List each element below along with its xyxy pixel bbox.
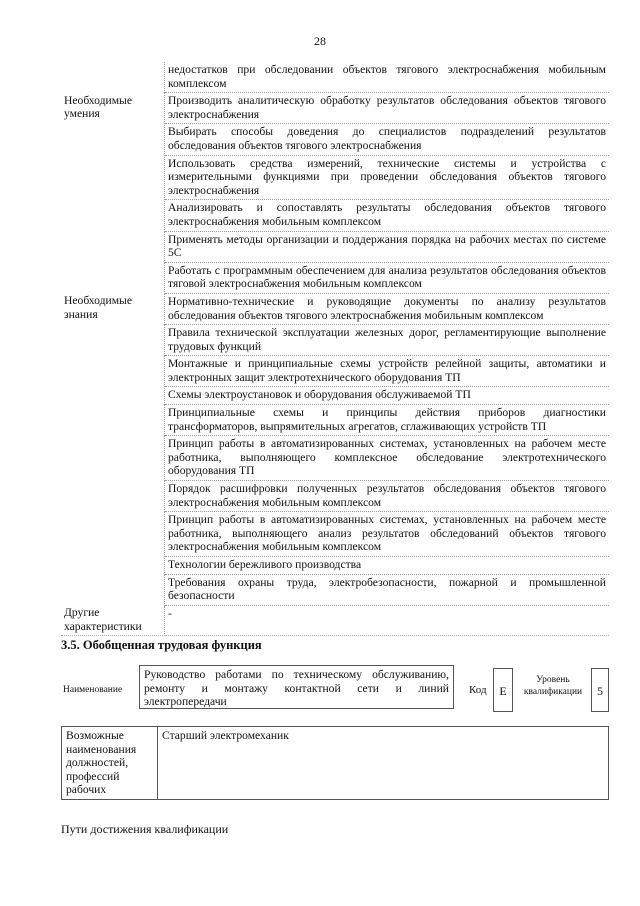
row-value: Выбирать способы доведения до специалистов подразделений результатов обследования объектов тягового электроснабжения <box>165 124 610 155</box>
job-titles-table <box>61 726 609 800</box>
row-value: Производить аналитическую обработку результатов обследования объектов тягового электроснабжения <box>165 93 610 124</box>
row-label: Необходимые знания <box>61 293 165 605</box>
row-value: - <box>165 605 610 636</box>
row-value: Применять методы организации и поддержания порядка на рабочих местах по системе 5С <box>165 231 610 262</box>
table-row <box>61 605 609 636</box>
table-row <box>61 293 609 324</box>
row-value: Нормативно-технические и руководящие документы по анализу результатов обследования объектов тягового электроснабжения мобильным комплексом <box>165 293 610 324</box>
gtf-code-value: Е <box>493 668 513 712</box>
page-number: 28 <box>314 34 326 48</box>
row-label: Необходимые умения <box>61 93 165 294</box>
gtf-level-value: 5 <box>591 668 609 712</box>
row-value: Технологии бережливого производства <box>165 557 610 575</box>
row-label <box>61 62 165 93</box>
row-value: Правила технической эксплуатации железных дорог, регламентирующие выполнение трудовых функций <box>165 325 610 356</box>
gtf-code-label: Код <box>469 684 487 696</box>
table-row <box>61 62 609 93</box>
row-value: Схемы электроустановок и оборудования обслуживаемой ТП <box>165 387 610 405</box>
skills-knowledge-table <box>61 62 609 636</box>
row-value: Порядок расшифровки полученных результатов обследования объектов тягового электроснабжения мобильным комплексом <box>165 481 610 512</box>
row-label: Другие характеристики <box>61 605 165 636</box>
section-heading: 3.5. Обобщенная трудовая функция <box>61 638 262 652</box>
row-value: Работать с программным обеспечением для анализа результатов обследования объектов тяговой электроснабжения мобильным комплексом <box>165 262 610 293</box>
row-value: Принцип работы в автоматизированных системах, установленных на рабочем месте работника, выполняющего комплексное обследование электротехнического оборудования ТП <box>165 436 610 481</box>
row-value: Монтажные и принципиальные схемы устройств релейной защиты, автоматики и электронных защит электротехнического оборудования ТП <box>165 356 610 387</box>
row-value: Использовать средства измерений, технические системы и устройства с измерительными функциями при проведении обследования объектов тягового электроснабжения <box>165 155 610 200</box>
row-value: Принципиальные схемы и принципы действия приборов диагностики трансформаторов, выпрямительных агрегатов, сглаживающих устройств ТП <box>165 405 610 436</box>
qualification-paths-heading: Пути достижения квалификации <box>61 822 229 836</box>
job-titles-value: Старший электромеханик <box>158 727 609 800</box>
gtf-name-value: Руководство работами по техническому обслуживанию, ремонту и монтажу контактной сети и линий электропередачи <box>139 665 454 709</box>
row-value: Требования охраны труда, электробезопасности, пожарной и промышленной безопасности <box>165 574 610 605</box>
gtf-level-label: Уровень квалификации <box>523 675 583 697</box>
job-titles-label: Возможные наименования должностей, профессий рабочих <box>62 727 158 800</box>
gtf-name-label: Наименование <box>63 685 123 695</box>
table-row <box>61 93 609 124</box>
row-value: Принцип работы в автоматизированных системах, установленных на рабочем месте работника, выполняющего анализ результатов обследований объектов тягового электроснабжения мобильным комплексом <box>165 512 610 557</box>
row-value: недостатков при обследовании объектов тягового электроснабжения мобильным комплексом <box>165 62 610 93</box>
skills-knowledge-table-body <box>61 62 609 636</box>
job-titles-row <box>62 727 609 800</box>
generalized-function-block <box>61 665 609 715</box>
row-value: Анализировать и сопоставлять результаты обследования объектов тягового электроснабжения мобильным комплексом <box>165 200 610 231</box>
